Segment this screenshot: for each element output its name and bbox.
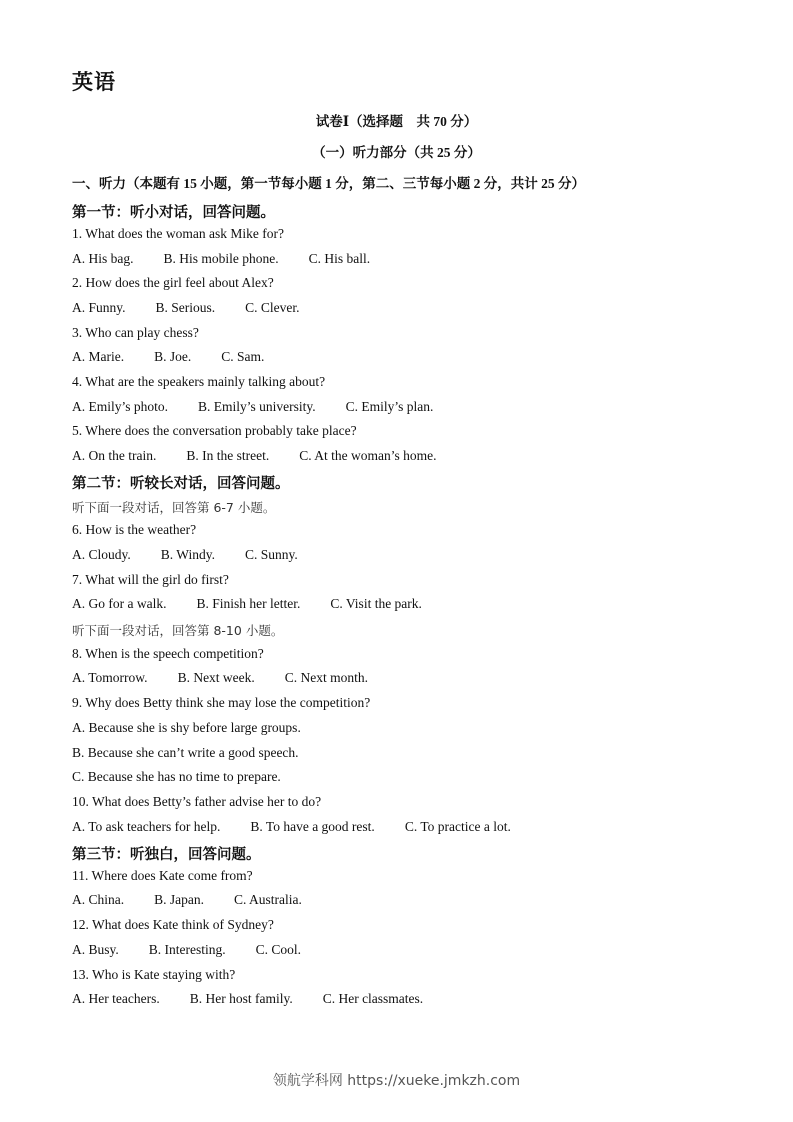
option-b: B. Finish her letter. <box>196 596 301 611</box>
option-b: B. Interesting. <box>148 942 226 957</box>
option-b: B. Next week. <box>177 670 255 685</box>
question-11-options <box>72 892 302 908</box>
question-3-options <box>72 349 264 365</box>
question-8: 8. When is the speech competition? <box>72 646 264 661</box>
option-c: C. Sam. <box>221 349 265 364</box>
option-b: B. Her host family. <box>189 991 293 1006</box>
option-a: A. Cloudy. <box>72 547 131 562</box>
question-12-options <box>72 942 301 958</box>
option-b: B. His mobile phone. <box>163 251 279 266</box>
option-c: C. Clever. <box>245 300 300 315</box>
dialogue-note-6-7: 听下面一段对话，回答第 6-7 小题。 <box>72 500 276 515</box>
listening-instructions: 一、听力（本题有 15 小题，第一节每小题 1 分，第二、三节每小题 2 分，共计 25 分） <box>72 176 585 191</box>
option-a: A. Go for a walk. <box>72 596 167 611</box>
option-c: C. Sunny. <box>244 547 298 562</box>
option-b: B. Japan. <box>154 892 204 907</box>
option-b: B. To have a good rest. <box>250 819 375 834</box>
option-b: B. Joe. <box>154 349 192 364</box>
dialogue-note-8-10: 听下面一段对话，回答第 8-10 小题。 <box>72 623 284 638</box>
option-a: A. Tomorrow. <box>72 670 148 685</box>
question-7-options <box>72 596 422 612</box>
option-a: A. On the train. <box>72 448 157 463</box>
option-c: C. Next month. <box>284 670 369 685</box>
option-a: A. His bag. <box>72 251 134 266</box>
option-a: A. Marie. <box>72 349 125 364</box>
option-c: C. To practice a lot. <box>404 819 511 834</box>
option-a: A. To ask teachers for help. <box>72 819 221 834</box>
question-4: 4. What are the speakers mainly talking about? <box>72 374 326 389</box>
option-a: A. Funny. <box>72 300 126 315</box>
question-9-option-a: A. Because she is shy before large groups. <box>72 720 301 735</box>
question-5: 5. Where does the conversation probably take place? <box>72 423 357 438</box>
question-5-options <box>72 448 436 464</box>
question-6: 6. How is the weather? <box>72 522 197 537</box>
paper-heading: 试卷Ⅰ（选择题 共 70 分） <box>315 114 478 129</box>
option-b: B. Emily’s university. <box>198 399 316 414</box>
part-heading: （一）听力部分（共 25 分） <box>312 145 481 160</box>
question-1-options <box>72 251 370 267</box>
option-c: C. At the woman’s home. <box>299 448 437 463</box>
section-1-heading: 第一节：听小对话，回答问题。 <box>72 205 275 221</box>
option-c: C. Her classmates. <box>322 991 424 1006</box>
option-c: C. Australia. <box>234 892 302 907</box>
question-10: 10. What does Betty’s father advise her to do? <box>72 794 322 809</box>
question-12: 12. What does Kate think of Sydney? <box>72 917 274 932</box>
question-3: 3. Who can play chess? <box>72 325 199 340</box>
option-c: C. Cool. <box>255 942 302 957</box>
option-b: B. In the street. <box>186 448 270 463</box>
question-10-options <box>72 819 511 835</box>
option-c: C. Visit the park. <box>330 596 422 611</box>
question-8-options <box>72 670 368 686</box>
question-9-option-c: C. Because she has no time to prepare. <box>72 769 281 784</box>
question-6-options <box>72 547 298 563</box>
option-a: A. China. <box>72 892 125 907</box>
option-b: B. Windy. <box>160 547 215 562</box>
option-a: A. Emily’s photo. <box>72 399 169 414</box>
question-7: 7. What will the girl do first? <box>72 572 229 587</box>
footer-watermark: 领航学科网 https://xueke.jmkzh.com <box>272 1073 521 1089</box>
question-1: 1. What does the woman ask Mike for? <box>72 226 284 241</box>
section-2-heading: 第二节：听较长对话，回答问题。 <box>72 476 290 492</box>
question-2-options <box>72 300 300 316</box>
option-a: A. Busy. <box>72 942 119 957</box>
option-b: B. Serious. <box>155 300 216 315</box>
question-9-option-b: B. Because she can’t write a good speech. <box>72 745 299 760</box>
document-title: 英语 <box>72 70 116 94</box>
option-a: A. Her teachers. <box>72 991 160 1006</box>
question-13-options <box>72 991 423 1007</box>
question-13: 13. Who is Kate staying with? <box>72 967 236 982</box>
question-2: 2. How does the girl feel about Alex? <box>72 275 274 290</box>
question-11: 11. Where does Kate come from? <box>72 868 253 883</box>
option-c: C. Emily’s plan. <box>345 399 434 414</box>
question-4-options <box>72 399 433 415</box>
option-c: C. His ball. <box>308 251 371 266</box>
question-9: 9. Why does Betty think she may lose the competition? <box>72 695 371 710</box>
section-3-heading: 第三节：听独白，回答问题。 <box>72 847 261 863</box>
